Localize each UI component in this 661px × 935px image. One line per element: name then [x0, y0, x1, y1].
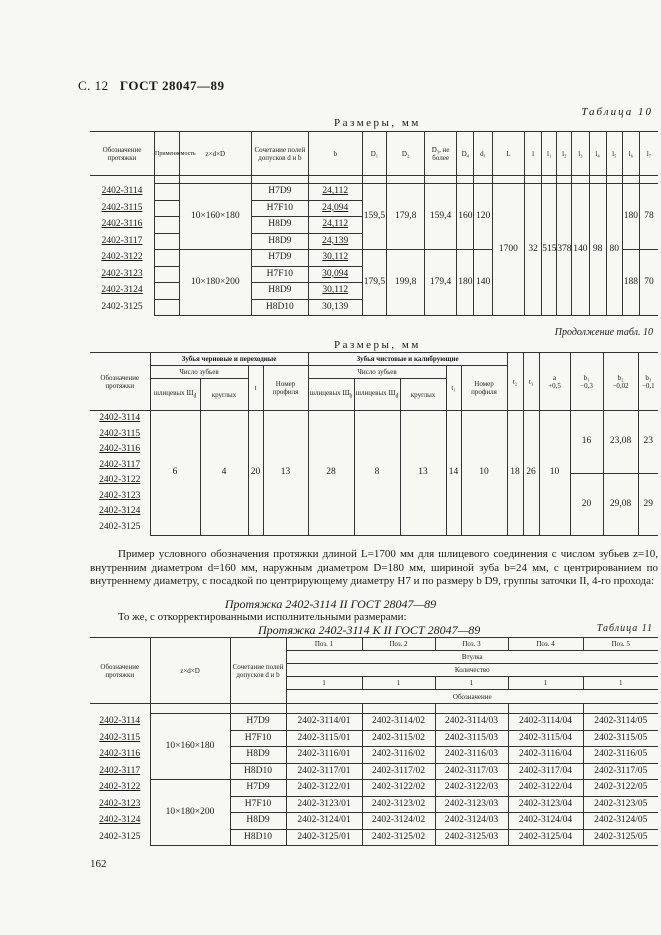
table11-label: Таблица 11 [596, 623, 653, 634]
row-code: 2402-3114 [99, 413, 141, 424]
position-4: 2402-3122/04 [508, 780, 583, 797]
b-value: 30,112 [308, 283, 362, 300]
round: 4 [200, 411, 248, 536]
D3: 179,4 [424, 250, 456, 316]
row-code: 2402-3114 [99, 716, 141, 727]
col-profile: Номер профиля [263, 366, 308, 411]
position-4: 2402-3115/04 [508, 730, 583, 747]
l7: 78 [640, 184, 658, 250]
table10-cont-caption: Размеры, мм [334, 339, 421, 351]
l2: 378 [557, 184, 572, 316]
col-profile2: Номер профиля [461, 366, 507, 411]
col-spline-b [308, 379, 354, 411]
row-code: 2402-3124 [101, 285, 143, 296]
col-l3: l₃ [572, 132, 589, 176]
l4: 98 [589, 184, 606, 316]
position-2: 2402-3122/02 [362, 780, 435, 797]
spline-d2-sub: d [395, 393, 399, 400]
example-paragraph-2: То же, с откорректированными исполнительными размерами: [118, 611, 407, 623]
position-2: 2402-3123/02 [362, 796, 435, 813]
a: 10 [539, 411, 570, 536]
l7: 70 [640, 250, 658, 316]
row-code: 2402-3115 [101, 202, 143, 213]
position-4: 2402-3125/04 [508, 829, 583, 846]
row-code: 2402-3117 [101, 235, 143, 246]
row-code: 2402-3116 [99, 444, 141, 455]
D2: 199,8 [387, 250, 425, 316]
col-b: b [308, 132, 362, 176]
position-1: 2402-3125/01 [286, 829, 362, 846]
spline-d2-label: шлицевых Ш [355, 388, 396, 397]
b3-symbol: b₃ [645, 373, 652, 382]
d1: 120 [474, 184, 492, 250]
a-tol: +0,5 [548, 381, 561, 390]
page-number: 162 [90, 858, 107, 870]
row-code: 2402-3116 [99, 749, 141, 760]
row-code: 2402-3125 [99, 521, 141, 532]
l5: 80 [606, 184, 622, 316]
b1: 16 [570, 411, 603, 474]
L: 1700 [492, 184, 524, 316]
col-zdD: z×d×D [150, 638, 230, 704]
D1: 159,5 [362, 184, 387, 250]
position-4: 2402-3123/04 [508, 796, 583, 813]
tol: H7F10 [251, 266, 308, 283]
col-D4: D₄ [457, 132, 474, 176]
t3: 26 [523, 411, 539, 536]
tol: H8D10 [230, 829, 286, 846]
position-1: 2402-3115/01 [286, 730, 362, 747]
table11 [90, 637, 658, 846]
position-4: 2402-3124/04 [508, 813, 583, 830]
D4: 180 [457, 250, 474, 316]
t: 20 [248, 411, 263, 536]
qty-4: 1 [508, 677, 583, 690]
col-l6: l₆ [622, 132, 639, 176]
spline-d: 6 [150, 411, 200, 536]
col-b3 [638, 353, 658, 411]
D4: 160 [457, 184, 474, 250]
b-value: 24,112 [308, 184, 362, 201]
col-a [539, 353, 570, 411]
position-1: 2402-3124/01 [286, 813, 362, 830]
qty-5: 1 [583, 677, 658, 690]
position-3: 2402-3122/03 [435, 780, 508, 797]
col-pos-3: Поз. 3 [435, 638, 508, 651]
qty-3: 1 [435, 677, 508, 690]
spline-b-label: шлицевых Ш [309, 388, 350, 397]
col-b2 [603, 353, 638, 411]
table10-cont-label: Продолжение табл. 10 [554, 327, 653, 338]
row-code: 2402-3122 [99, 475, 141, 486]
col-d1: d₁ [474, 132, 492, 176]
row-code: 2402-3125 [101, 301, 143, 312]
col-designation: Обозначение протяжки [90, 638, 150, 704]
D2: 179,8 [387, 184, 425, 250]
spline-d-sub: d [193, 393, 197, 400]
tol: H7D9 [230, 714, 286, 731]
l1: 515 [542, 184, 557, 316]
position-3: 2402-3125/03 [435, 829, 508, 846]
tol: H8D10 [251, 299, 308, 316]
col-spline-d2 [354, 379, 400, 411]
group-zdD: 10×180×200 [179, 250, 251, 316]
table10-header-row [90, 132, 658, 176]
position-2: 2402-3116/02 [362, 747, 435, 764]
t2: 18 [507, 411, 523, 536]
b-value: 24,094 [308, 200, 362, 217]
position-4: 2402-3114/04 [508, 714, 583, 731]
b3: 23 [638, 411, 658, 474]
row-code: 2402-3122 [101, 252, 143, 263]
row-code: 2402-3117 [99, 459, 141, 470]
position-5: 2402-3123/05 [583, 796, 658, 813]
spline-b: 28 [308, 411, 354, 536]
col-l5: l₅ [606, 132, 622, 176]
row-code: 2402-3122 [99, 782, 141, 793]
b-value: 24,112 [308, 217, 362, 234]
row-code: 2402-3116 [101, 219, 143, 230]
group-zdD: 10×160×180 [179, 184, 251, 250]
b3-tol: −0,1 [641, 381, 655, 390]
row-code: 2402-3117 [99, 765, 141, 776]
quantity-label: Количество [286, 664, 658, 677]
position-3: 2402-3116/03 [435, 747, 508, 764]
tol: H7D9 [251, 184, 308, 201]
b2: 23,08 [603, 411, 638, 474]
position-2: 2402-3125/02 [362, 829, 435, 846]
table11-body [90, 714, 658, 846]
l6: 180 [622, 184, 639, 250]
t1: 14 [446, 411, 461, 536]
page-header [78, 78, 224, 94]
row-code: 2402-3123 [101, 268, 143, 279]
b1: 20 [570, 473, 603, 535]
col-round2: круглых [400, 379, 446, 411]
col-zdD: z×d×D [179, 132, 251, 176]
table10-caption: Размеры, мм [334, 117, 421, 129]
col-L: L [492, 132, 524, 176]
designation-row-label: Обозначение [286, 690, 658, 704]
col-group-rough: Зубья черновые и переходные [150, 353, 308, 366]
page-ref: С. 12 [78, 78, 109, 93]
tol: H8D9 [251, 217, 308, 234]
tol: H7F10 [251, 200, 308, 217]
spline-b-sub: b [349, 393, 353, 400]
row-code: 2402-3115 [99, 428, 141, 439]
col-group-finish: Зубья чистовые и калибрующие [308, 353, 507, 366]
row-code: 2402-3125 [99, 831, 141, 842]
position-5: 2402-3125/05 [583, 829, 658, 846]
a-symbol: a [552, 373, 557, 382]
table-row [90, 411, 658, 427]
example-designation-1: Протяжка 2402-3114 II ГОСТ 28047—89 [224, 597, 437, 611]
example-designation-2: Протяжка 2402-3114 К II ГОСТ 28047—89 [258, 623, 481, 637]
table-row [90, 714, 658, 731]
position-5: 2402-3116/05 [583, 747, 658, 764]
table10-cont [90, 352, 658, 536]
col-designation: Обозначение протяжки [90, 353, 150, 411]
col-spline-d [150, 379, 200, 411]
d1: 140 [474, 250, 492, 316]
position-1: 2402-3116/01 [286, 747, 362, 764]
tol: H8D9 [251, 283, 308, 300]
col-t: t [248, 366, 263, 411]
example-paragraph: Пример условного обозначения протяжки длиной L=1700 мм для шлицевого соединения с числом зубьев z=10, внутренним диаметром d=160 мм, наружным диаметром D=180 мм, шириной зуба b=24 мм, с центрированием по внутреннему диаметру, с посадкой по центрирующему диаметру H7 и по размеру b D9, группы заточки II, 4-го прохода: [90, 548, 658, 587]
tol: H7F10 [230, 796, 286, 813]
tol: H8D9 [230, 813, 286, 830]
position-4: 2402-3116/04 [508, 747, 583, 764]
profile: 13 [263, 411, 308, 536]
col-D2: D₂ [387, 132, 425, 176]
col-D3: D₃, не более [424, 132, 456, 176]
col-pos-4: Поз. 4 [508, 638, 583, 651]
tol: H8D9 [251, 233, 308, 250]
col-tolerances: Сочетание полей допусков d и b [230, 638, 286, 704]
l6: 188 [622, 250, 639, 316]
position-2: 2402-3114/02 [362, 714, 435, 731]
b2-symbol: b₂ [617, 373, 624, 382]
position-5: 2402-3117/05 [583, 763, 658, 780]
col-pos-5: Поз. 5 [583, 638, 658, 651]
spline-d2: 8 [354, 411, 400, 536]
row-code: 2402-3124 [99, 506, 141, 517]
group-zdD: 10×180×200 [150, 780, 230, 846]
position-3: 2402-3124/03 [435, 813, 508, 830]
col-designation: Обозначение протяжки [90, 132, 155, 176]
position-2: 2402-3115/02 [362, 730, 435, 747]
l3: 140 [572, 184, 589, 316]
position-5: 2402-3122/05 [583, 780, 658, 797]
l: 32 [525, 184, 542, 316]
profile2: 10 [461, 411, 507, 536]
col-round: круглых [200, 379, 248, 411]
tol: H7D9 [251, 250, 308, 267]
col-pos-2: Поз. 2 [362, 638, 435, 651]
col-l: l [525, 132, 542, 176]
standard-ref: ГОСТ 28047—89 [119, 78, 225, 93]
col-l2: l₂ [557, 132, 572, 176]
b-value: 30,139 [308, 299, 362, 316]
col-D1: D₁ [362, 132, 387, 176]
position-3: 2402-3117/03 [435, 763, 508, 780]
position-2: 2402-3117/02 [362, 763, 435, 780]
col-l4: l₄ [589, 132, 606, 176]
row-code: 2402-3124 [99, 815, 141, 826]
b3: 29 [638, 473, 658, 535]
position-5: 2402-3124/05 [583, 813, 658, 830]
b1-tol: −0,3 [580, 381, 593, 390]
position-3: 2402-3115/03 [435, 730, 508, 747]
col-l1: l₁ [542, 132, 557, 176]
group-zdD: 10×160×180 [150, 714, 230, 780]
D3: 159,4 [424, 184, 456, 250]
col-t2: t₂ [507, 353, 523, 411]
col-b1 [570, 353, 603, 411]
col-l7: l₇ [640, 132, 658, 176]
position-1: 2402-3122/01 [286, 780, 362, 797]
b2-tol: −0,02 [612, 381, 629, 390]
position-1: 2402-3114/01 [286, 714, 362, 731]
col-t3: t₃ [523, 353, 539, 411]
row-code: 2402-3123 [99, 490, 141, 501]
tol: H7F10 [230, 730, 286, 747]
position-4: 2402-3117/04 [508, 763, 583, 780]
col-applicability: Применяемость [155, 132, 180, 176]
table-row [90, 184, 658, 201]
qty-1: 1 [286, 677, 362, 690]
D1: 179,5 [362, 250, 387, 316]
table10-label: Таблица 10 [581, 106, 653, 118]
position-5: 2402-3114/05 [583, 714, 658, 731]
table10 [90, 131, 658, 316]
col-count: Число зубьев [150, 366, 248, 379]
qty-2: 1 [362, 677, 435, 690]
tol: H8D10 [230, 763, 286, 780]
row-code: 2402-3123 [99, 798, 141, 809]
tol: H7D9 [230, 780, 286, 797]
table-row [90, 780, 658, 797]
b2: 29,08 [603, 473, 638, 535]
position-1: 2402-3123/01 [286, 796, 362, 813]
round2: 13 [400, 411, 446, 536]
table10-spacer [90, 176, 658, 184]
row-code: 2402-3114 [101, 186, 143, 197]
position-1: 2402-3117/01 [286, 763, 362, 780]
position-3: 2402-3114/03 [435, 714, 508, 731]
b-value: 30,112 [308, 250, 362, 267]
col-pos-1: Поз. 1 [286, 638, 362, 651]
position-5: 2402-3115/05 [583, 730, 658, 747]
position-2: 2402-3124/02 [362, 813, 435, 830]
b-value: 24,139 [308, 233, 362, 250]
spline-d-label: шлицевых Ш [153, 388, 194, 397]
b-value: 30,094 [308, 266, 362, 283]
b1-symbol: b₁ [583, 373, 590, 382]
position-3: 2402-3123/03 [435, 796, 508, 813]
tol: H8D9 [230, 747, 286, 764]
col-tolerances: Сочетание полей допусков d и b [251, 132, 308, 176]
bushing-label: Втулка [286, 651, 658, 664]
row-code: 2402-3115 [99, 732, 141, 743]
col-count2: Число зубьев [308, 366, 446, 379]
col-t1: t₁ [446, 366, 461, 411]
